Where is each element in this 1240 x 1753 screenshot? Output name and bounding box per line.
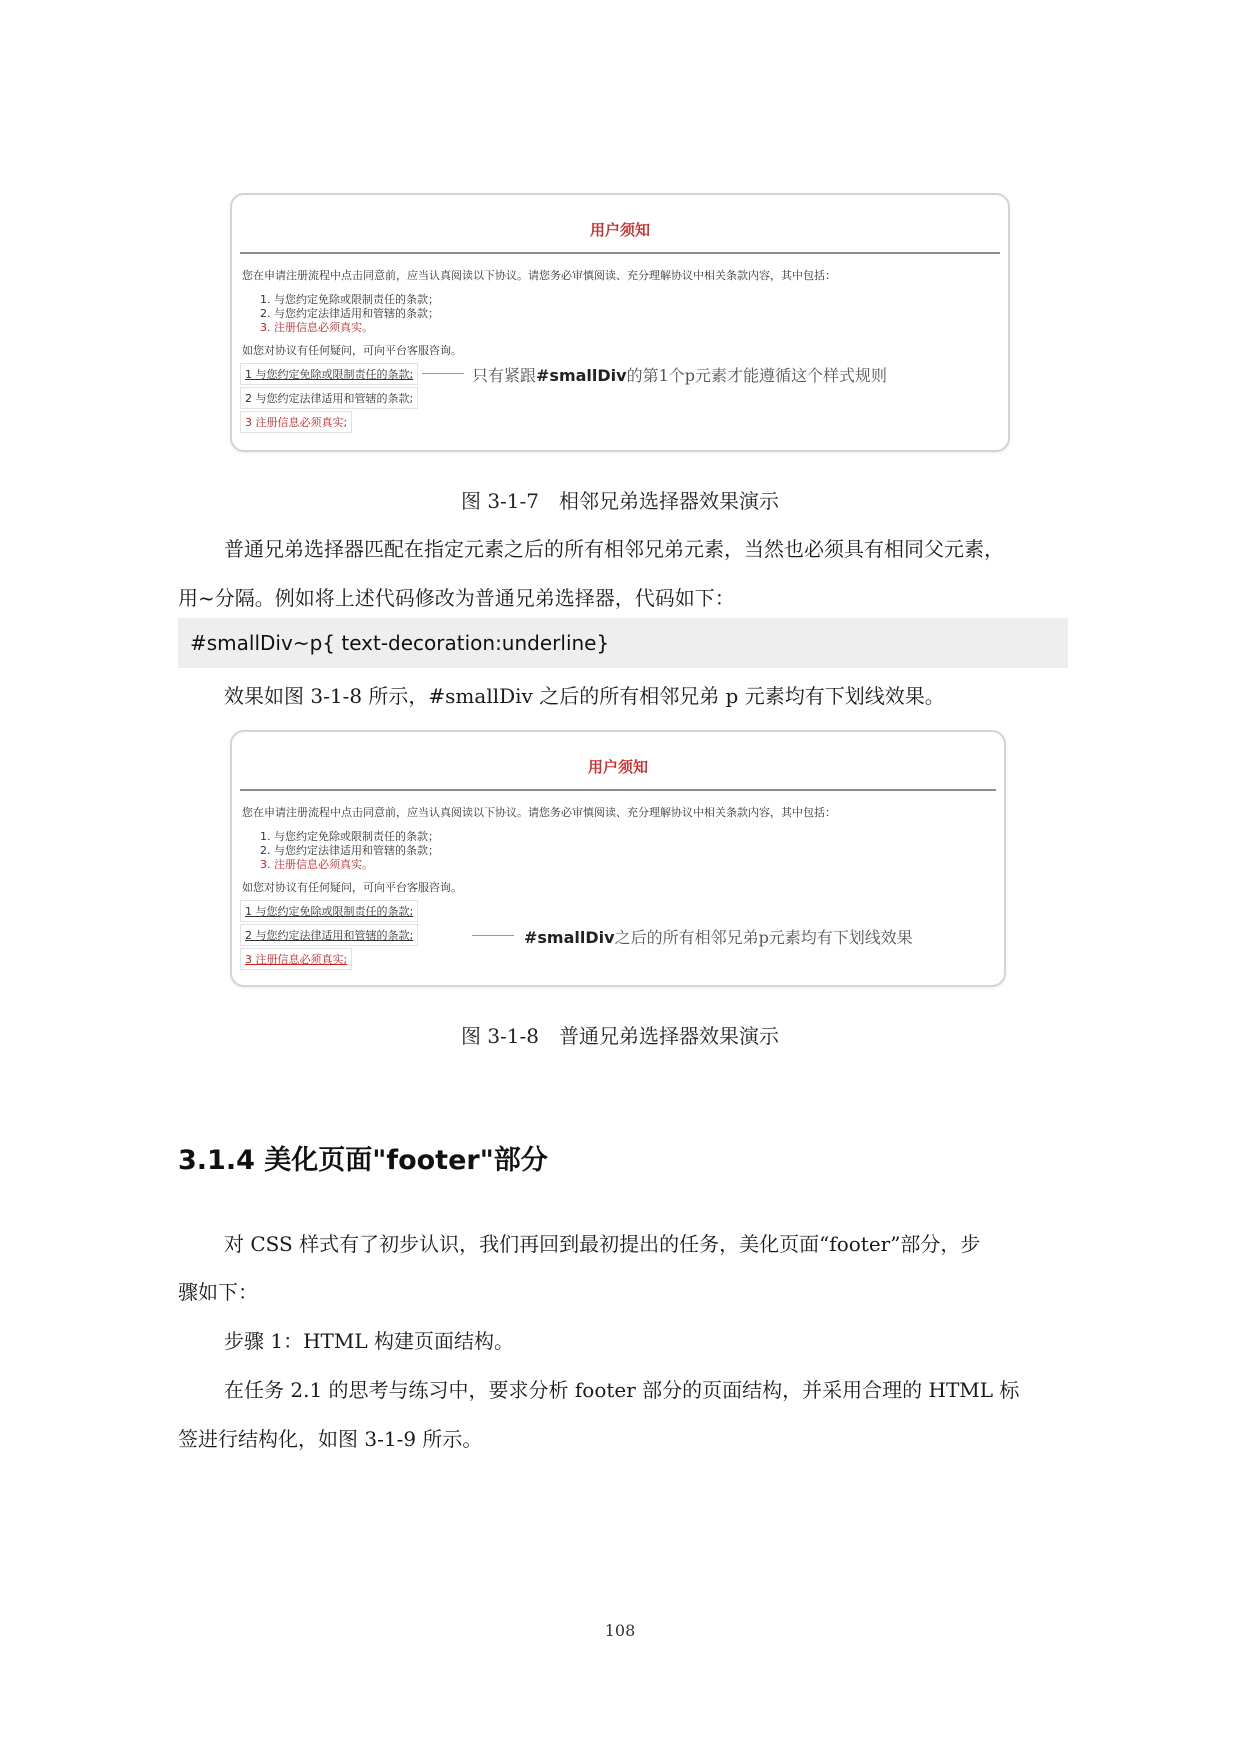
figure-list-item: 1. 与您约定免除或限制责任的条款； <box>260 293 439 306</box>
figure-sibling-p: 1 与您约定免除或限制责任的条款; <box>240 900 418 922</box>
figure-general-sibling-demo <box>230 730 1006 987</box>
paragraph: 在任务 2.1 的思考与练习中，要求分析 footer 部分的页面结构，并采用合理的 HTML 标 <box>224 1378 1020 1402</box>
figure-sibling-p: 3 注册信息必须真实; <box>240 411 352 433</box>
figure-caption: 图 3-1-8 普通兄弟选择器效果演示 <box>460 1024 780 1048</box>
paragraph: 普通兄弟选择器匹配在指定元素之后的所有相邻兄弟元素，当然也必须具有相同父元素， <box>224 537 1004 561</box>
figure-intro: 您在申请注册流程中点击同意前，应当认真阅读以下协议。请您务必审慎阅读、充分理解协议中相关条款内容，其中包括： <box>242 269 836 282</box>
figure-divider <box>240 252 1000 254</box>
code-block <box>178 618 1068 668</box>
figure-list-item: 2. 与您约定法律适用和管辖的条款； <box>260 307 439 320</box>
figure-list-item: 2. 与您约定法律适用和管辖的条款； <box>260 844 439 857</box>
figure-callout: #smallDiv之后的所有相邻兄弟p元素均有下划线效果 <box>524 928 913 947</box>
figure-sibling-p: 2 与您约定法律适用和管辖的条款; <box>240 924 418 946</box>
figure-adjacent-sibling-demo <box>230 193 1010 452</box>
figure-caption: 图 3-1-7 相邻兄弟选择器效果演示 <box>460 489 780 513</box>
figure-title: 用户须知 <box>587 758 648 776</box>
figure-sibling-p: 3 注册信息必须真实; <box>240 948 352 970</box>
code-text: #smallDiv~p{ text-decoration:underline} <box>190 631 610 655</box>
paragraph: 骤如下： <box>178 1280 258 1304</box>
figure-note: 如您对协议有任何疑问，可向平台客服咨询。 <box>242 881 462 894</box>
figure-sibling-p: 2 与您约定法律适用和管辖的条款; <box>240 387 418 409</box>
paragraph: 用~分隔。例如将上述代码修改为普通兄弟选择器，代码如下： <box>178 586 735 610</box>
paragraph: 签进行结构化，如图 3-1-9 所示。 <box>178 1427 483 1451</box>
figure-sibling-p: 1 与您约定免除或限制责任的条款; <box>240 363 418 385</box>
figure-intro: 您在申请注册流程中点击同意前，应当认真阅读以下协议。请您务必审慎阅读、充分理解协议中相关条款内容，其中包括： <box>242 806 836 819</box>
paragraph: 对 CSS 样式有了初步认识，我们再回到最初提出的任务，美化页面“footer”部分，步 <box>224 1232 981 1256</box>
page-number: 108 <box>604 1621 636 1640</box>
figure-title: 用户须知 <box>589 221 650 239</box>
figure-note: 如您对协议有任何疑问，可向平台客服咨询。 <box>242 344 462 357</box>
callout-connector <box>422 373 464 374</box>
figure-divider <box>240 789 996 791</box>
paragraph: 步骤 1：HTML 构建页面结构。 <box>224 1329 514 1353</box>
figure-list-item: 1. 与您约定免除或限制责任的条款； <box>260 830 439 843</box>
callout-connector <box>472 935 514 936</box>
figure-list-item: 3. 注册信息必须真实。 <box>260 321 373 334</box>
figure-list-item: 3. 注册信息必须真实。 <box>260 858 373 871</box>
section-heading: 3.1.4 美化页面"footer"部分 <box>178 1145 548 1176</box>
figure-callout: 只有紧跟#smallDiv的第1个p元素才能遵循这个样式规则 <box>472 366 888 385</box>
paragraph: 效果如图 3-1-8 所示，#smallDiv 之后的所有相邻兄弟 p 元素均有下划线效果。 <box>224 684 945 708</box>
